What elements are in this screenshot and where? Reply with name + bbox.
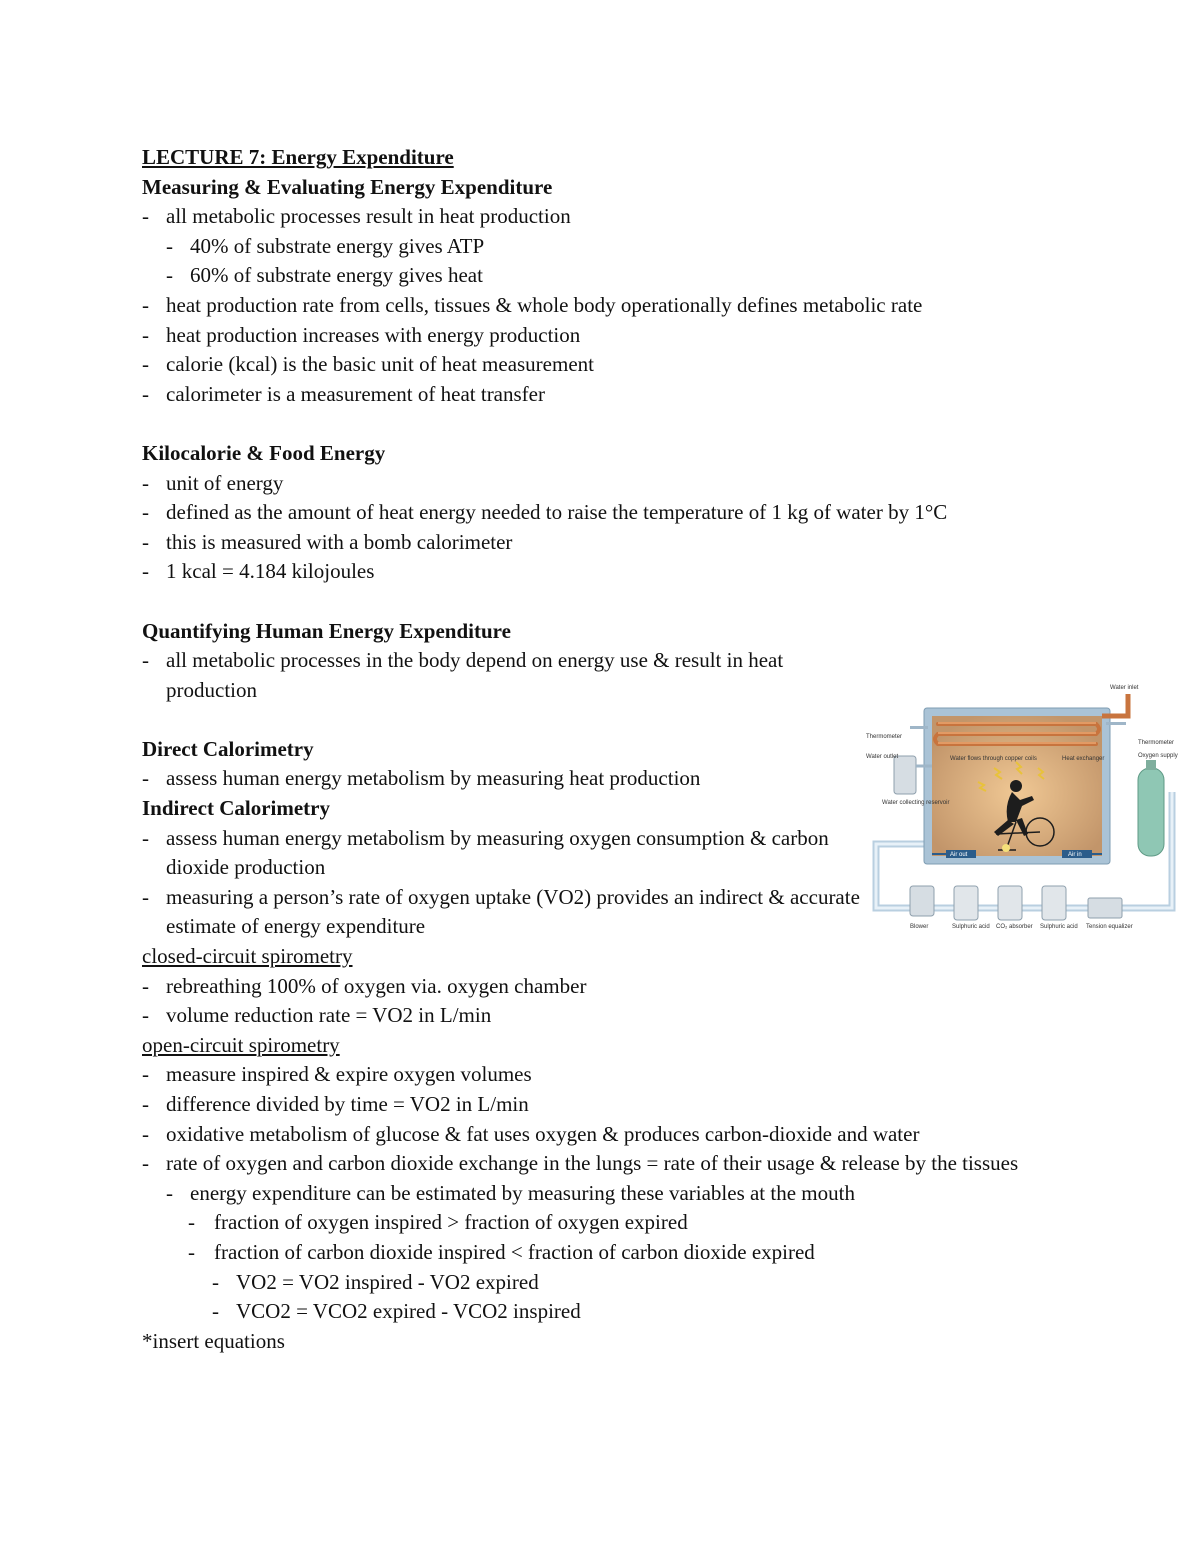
- fig-label: Blower: [910, 924, 929, 930]
- bullet-dash: -: [142, 1092, 149, 1116]
- list-item: - heat production increases with energy production: [142, 321, 1072, 351]
- subheading-closed-circuit: closed-circuit spirometry: [142, 944, 353, 969]
- list-item: - assess human energy metabolism by measuring oxygen consumption & carbon dioxide production: [142, 825, 829, 880]
- fig-label: Sulphuric acid: [1040, 924, 1078, 930]
- list-item: - energy expenditure can be estimated by measuring these variables at the mouth: [142, 1179, 1072, 1209]
- bullet-dash: -: [142, 381, 149, 406]
- fig-label: Thermometer: [866, 734, 903, 740]
- fig-label: Air out: [950, 852, 968, 858]
- bullet-dash: -: [142, 322, 149, 347]
- bullet-dash: -: [188, 1210, 195, 1235]
- list-item: - this is measured with a bomb calorimeter: [142, 528, 1072, 558]
- fig-label: Air in: [1068, 852, 1082, 858]
- list-item: - VO2 = VO2 inspired - VO2 expired: [142, 1268, 1072, 1298]
- fig-label: Water outlet: [866, 754, 899, 760]
- list-item: - VCO2 = VCO2 expired - VCO2 inspired: [142, 1297, 1072, 1327]
- list-item: - 40% of substrate energy gives ATP: [142, 232, 1072, 262]
- note-insert-equations: *insert equations: [142, 1328, 285, 1353]
- bullet-dash: -: [142, 825, 149, 850]
- bullet-dash: -: [212, 1269, 219, 1294]
- list-item: - oxidative metabolism of glucose & fat uses oxygen & produces carbon-dioxide and water: [142, 1120, 1072, 1150]
- bullet-dash: -: [142, 352, 149, 377]
- list-item: - calorie (kcal) is the basic unit of heat measurement: [142, 350, 1072, 380]
- list-item: - heat production rate from cells, tissues & whole body operationally defines metabolic rate: [142, 291, 1072, 321]
- bullet-dash: -: [142, 500, 149, 525]
- fig-label: Thermometer: [1138, 740, 1175, 746]
- bullet-dash: -: [142, 1151, 149, 1176]
- section-heading-kilocalorie: Kilocalorie & Food Energy: [142, 440, 386, 465]
- bullet-dash: -: [142, 648, 149, 673]
- list-item: - calorimeter is a measurement of heat transfer: [142, 380, 1072, 410]
- bullet-dash: -: [142, 973, 149, 998]
- list-item: - difference divided by time = VO2 in L/min: [142, 1090, 1072, 1120]
- bullet-dash: -: [142, 204, 149, 229]
- bullet-dash: -: [142, 766, 149, 791]
- fig-label: Heat exchanger: [1062, 756, 1105, 762]
- section-heading-direct-calorimetry: Direct Calorimetry: [142, 736, 314, 761]
- list-item: - rebreathing 100% of oxygen via. oxygen chamber: [142, 972, 1072, 1002]
- fig-label: Sulphuric acid: [952, 924, 990, 930]
- fig-label: Water flows through copper coils: [950, 756, 1037, 762]
- bullet-dash: -: [142, 292, 149, 317]
- bullet-dash: -: [142, 1121, 149, 1146]
- bullet-dash: -: [142, 559, 149, 584]
- section-heading-indirect-calorimetry: Indirect Calorimetry: [142, 796, 330, 821]
- fig-label: Oxygen supply: [1138, 753, 1178, 759]
- bullet-dash: -: [166, 263, 173, 288]
- bullet-dash: -: [142, 529, 149, 554]
- section-heading-measuring: Measuring & Evaluating Energy Expenditure: [142, 174, 553, 199]
- list-item: - fraction of carbon dioxide inspired < fraction of carbon dioxide expired: [142, 1238, 1072, 1268]
- bullet-dash: -: [142, 1062, 149, 1087]
- section-heading-quantifying: Quantifying Human Energy Expenditure: [142, 618, 511, 643]
- subheading-open-circuit: open-circuit spirometry: [142, 1032, 340, 1057]
- list-item: - measuring a person’s rate of oxygen uptake (VO2) provides an indirect & accurate estimate of energy expenditure: [142, 884, 860, 939]
- list-item: - all metabolic processes result in heat production: [142, 202, 1072, 232]
- list-item: - all metabolic processes in the body depend on energy use & result in heat production: [142, 648, 784, 702]
- list-item: - 1 kcal = 4.184 kilojoules: [142, 557, 1072, 587]
- calorimeter-diagram: [866, 682, 1186, 944]
- fig-label: Tension equalizer: [1086, 924, 1133, 930]
- bullet-dash: -: [142, 1003, 149, 1028]
- list-item: - assess human energy metabolism by measuring heat production: [142, 764, 1072, 794]
- fig-label: Water inlet: [1110, 685, 1139, 691]
- bullet-dash: -: [142, 470, 149, 495]
- list-item: - defined as the amount of heat energy needed to raise the temperature of 1 kg of water by 1°C: [142, 498, 1072, 528]
- list-item: - unit of energy: [142, 469, 1072, 499]
- list-item: - rate of oxygen and carbon dioxide exchange in the lungs = rate of their usage & release by the tissues: [142, 1149, 1072, 1179]
- list-item: - 60% of substrate energy gives heat: [142, 261, 1072, 291]
- bullet-dash: -: [166, 233, 173, 258]
- page-title: LECTURE 7: Energy Expenditure: [142, 145, 454, 169]
- list-item: - volume reduction rate = VO2 in L/min: [142, 1001, 1072, 1031]
- bullet-dash: -: [166, 1180, 173, 1205]
- bullet-dash: -: [188, 1239, 195, 1264]
- bullet-dash: -: [142, 884, 149, 909]
- bullet-dash: -: [212, 1299, 219, 1324]
- list-item: - fraction of oxygen inspired > fraction of oxygen expired: [142, 1208, 1072, 1238]
- fig-label: Water collecting reservoir: [882, 800, 950, 806]
- list-item: - measure inspired & expire oxygen volumes: [142, 1060, 1072, 1090]
- fig-label: CO₂ absorber: [996, 924, 1033, 930]
